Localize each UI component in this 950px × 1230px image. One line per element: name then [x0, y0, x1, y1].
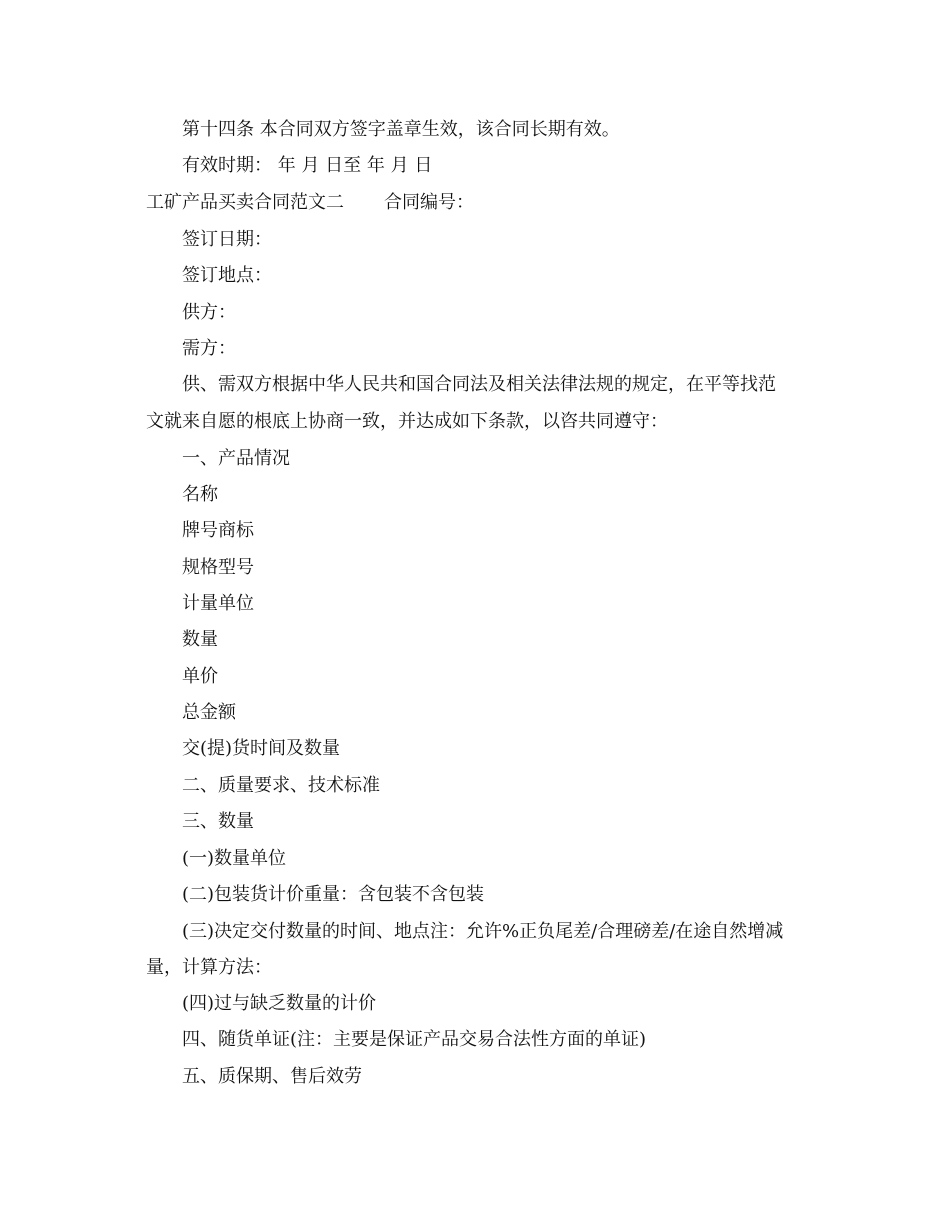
- section-1-title: 一、产品情况: [182, 448, 290, 469]
- buyer: 需方：: [182, 338, 236, 359]
- supplier: 供方：: [182, 302, 236, 323]
- contract-title: 工矿产品买卖合同范文二: [146, 192, 344, 213]
- item-unit: 计量单位: [182, 593, 254, 614]
- quantity-sub-3-line-1: (三)决定交付数量的时间、地点注：允许%正负尾差/合理磅差/在途自然增减: [182, 921, 784, 942]
- clause-14: 第十四条 本合同双方签字盖章生效，该合同长期有效。: [182, 119, 620, 140]
- item-delivery: 交(提)货时间及数量: [182, 738, 341, 759]
- section-4-title: 四、随货单证(注：主要是保证产品交易合法性方面的单证): [182, 1029, 647, 1050]
- item-name: 名称: [182, 484, 218, 505]
- item-spec: 规格型号: [182, 557, 254, 578]
- sign-date: 签订日期：: [182, 229, 272, 250]
- quantity-sub-4: (四)过与缺乏数量的计价: [182, 993, 377, 1014]
- sign-place: 签订地点：: [182, 265, 272, 286]
- preamble-line-2: 文就来自愿的根底上协商一致，并达成如下条款，以咨共同遵守：: [146, 411, 668, 432]
- quantity-sub-2: (二)包装货计价重量：含包装不含包装: [182, 884, 485, 905]
- preamble-line-1: 供、需双方根据中华人民共和国合同法及相关法律法规的规定，在平等找范: [182, 374, 776, 395]
- item-quantity: 数量: [182, 629, 218, 650]
- item-price: 单价: [182, 666, 218, 687]
- item-total: 总金额: [182, 702, 236, 723]
- contract-heading: [146, 191, 474, 215]
- section-2-title: 二、质量要求、技术标准: [182, 775, 380, 796]
- contract-number-label: 合同编号：: [384, 192, 474, 213]
- quantity-sub-3-line-2: 量，计算方法：: [146, 957, 272, 978]
- quantity-sub-1: (一)数量单位: [182, 848, 287, 869]
- section-3-title: 三、数量: [182, 811, 254, 832]
- validity-period: 有效时期： 年 月 日至 年 月 日: [182, 155, 433, 176]
- section-5-title: 五、质保期、售后效劳: [182, 1066, 362, 1087]
- item-brand: 牌号商标: [182, 520, 254, 541]
